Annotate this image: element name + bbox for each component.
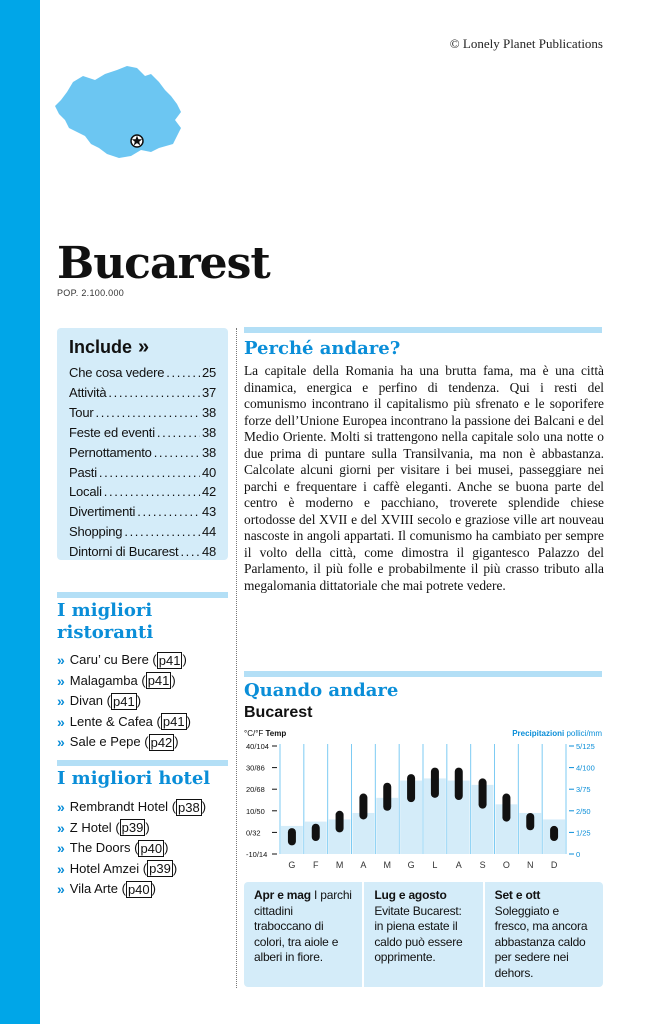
temp-tick-label: 30/86 bbox=[246, 763, 265, 773]
include-item[interactable] bbox=[69, 423, 216, 443]
chevron-right-icon: » bbox=[57, 734, 65, 750]
paren-open: ( bbox=[148, 652, 157, 667]
climate-chart bbox=[244, 726, 604, 874]
include-item[interactable] bbox=[69, 463, 216, 483]
hotels-item[interactable] bbox=[57, 818, 232, 839]
why-text: La capitale della Romania ha una brutta fama, ma è una città dinamica, energica e perfino di tendenza. Qui i resti del comunismo incontrano il capitalismo più sfrenato e le soporifere forze dell’Unione Europea incontrano la passione dei Balcani e del Medio Oriente. Molti si trattengono nella capitale solo una notte o due prima di puntare sulla Transilvania, ma non è abbastanza. Calcolate alcuni giorni per visitare i bei musei, passeggiare nei parchi e frequentare i caffè eleganti. Anche se buona parte del centro è moderno e pacchiano, troverete splendide chiese ortodosse del XVII e del XVIII secolo e graziose ville art nouveau nascoste in angoli appartati. Il comunismo ha cambiato per sempre il volto della città, come dimostra il gigantesco Palazzo del Parlamento, il più folle e probabilmente il più crasso tributo alla megalomania dittatoriale che mai potrete vedere. bbox=[244, 363, 604, 593]
paren-open: ( bbox=[130, 840, 139, 855]
precip-tick-label: 3/75 bbox=[576, 785, 591, 795]
include-item[interactable] bbox=[69, 403, 216, 423]
restaurants-item-name: Caru’ cu Bere bbox=[69, 652, 149, 667]
season-card bbox=[485, 882, 603, 987]
month-label: A bbox=[360, 860, 367, 870]
page-reference-link[interactable]: p39 bbox=[149, 861, 171, 877]
chevron-right-icon: » bbox=[57, 799, 65, 815]
hotels-list bbox=[57, 797, 232, 900]
include-title bbox=[69, 336, 216, 359]
hotels-item-name: Z Hotel bbox=[69, 819, 112, 835]
restaurants-item[interactable] bbox=[57, 671, 232, 692]
paren-close: ) bbox=[186, 713, 191, 729]
leader-dots bbox=[137, 502, 200, 522]
leader-dots bbox=[166, 363, 200, 383]
precip-axis-header bbox=[512, 729, 602, 738]
include-item-page: 42 bbox=[201, 484, 216, 500]
leader-dots bbox=[96, 403, 200, 423]
precip-axis-unit: pollici/mm bbox=[566, 729, 602, 738]
season-card bbox=[364, 882, 482, 987]
population-label: POP. 2.100.000 bbox=[57, 288, 125, 298]
season-card-head: Lug e agosto bbox=[374, 888, 447, 902]
paren-close: ) bbox=[174, 734, 179, 749]
precip-tick-label: 1/25 bbox=[576, 828, 591, 838]
temp-range-bar bbox=[550, 826, 558, 841]
page-reference-link[interactable]: p38 bbox=[178, 799, 200, 815]
hotels-item-name: Hotel Amzei bbox=[69, 860, 140, 876]
precip-axis-title: Precipitazioni bbox=[512, 729, 567, 738]
hotels-item-name: The Doors bbox=[69, 840, 131, 855]
precip-tick-label: 4/100 bbox=[576, 763, 595, 773]
include-item-label: Dintorni di Bucarest bbox=[69, 544, 179, 560]
include-item-page: 40 bbox=[201, 464, 216, 480]
month-label: D bbox=[550, 860, 558, 870]
leader-dots bbox=[108, 383, 200, 403]
temp-tick-label: 10/50 bbox=[246, 806, 265, 816]
paren-open: ( bbox=[139, 860, 148, 876]
hotels-title: I migliori hotel bbox=[57, 768, 211, 789]
page-title: Bucarest bbox=[57, 238, 270, 289]
include-item-label: Divertimenti bbox=[69, 504, 136, 520]
paren-open: ( bbox=[117, 881, 126, 896]
restaurants-item-name: Divan bbox=[69, 693, 104, 708]
season-cards bbox=[244, 882, 603, 987]
month-label: G bbox=[407, 860, 415, 870]
paren-open: ( bbox=[137, 672, 146, 688]
page-reference-link[interactable]: p41 bbox=[162, 714, 185, 730]
temp-tick-label: 20/68 bbox=[246, 785, 265, 795]
restaurants-item-name: Malagamba bbox=[69, 672, 138, 688]
copyright-notice: © Lonely Planet Publications bbox=[449, 36, 603, 51]
sidebar-color-band bbox=[0, 0, 40, 1024]
season-card-head: Set e ott bbox=[494, 888, 541, 902]
include-list bbox=[69, 363, 216, 562]
page-reference-link[interactable]: p41 bbox=[113, 693, 135, 709]
restaurants-item[interactable] bbox=[57, 712, 232, 733]
hotels-divider bbox=[57, 760, 228, 766]
hotels-item[interactable] bbox=[57, 838, 232, 859]
leader-dots bbox=[154, 443, 200, 463]
leader-dots bbox=[180, 542, 199, 562]
include-item-page: 48 bbox=[201, 544, 216, 560]
hotels-item[interactable] bbox=[57, 859, 232, 880]
include-item-label: Che cosa vedere bbox=[69, 365, 165, 380]
include-item-page: 38 bbox=[201, 444, 216, 460]
temp-tick-label: -10/14 bbox=[246, 850, 268, 859]
chevron-right-icon: » bbox=[57, 840, 65, 856]
restaurants-item[interactable] bbox=[57, 650, 232, 671]
page-reference-link[interactable]: p40 bbox=[140, 840, 163, 856]
hotels-item[interactable] bbox=[57, 797, 232, 818]
leader-dots bbox=[157, 423, 200, 443]
page-reference-link[interactable]: p39 bbox=[121, 820, 144, 836]
season-card bbox=[244, 882, 362, 987]
temp-range-bar bbox=[526, 813, 534, 830]
restaurants-item[interactable] bbox=[57, 691, 232, 712]
column-divider bbox=[236, 328, 237, 988]
temp-range-bar bbox=[431, 768, 439, 798]
leader-dots bbox=[104, 482, 200, 502]
page-reference-link[interactable]: p42 bbox=[150, 734, 173, 750]
temp-axis-unit: °C/°F bbox=[244, 729, 266, 738]
paren-close: ) bbox=[201, 799, 207, 814]
temp-range-bar bbox=[383, 783, 391, 811]
paren-close: ) bbox=[136, 693, 142, 708]
restaurants-title: I migliori ristoranti bbox=[57, 600, 154, 643]
include-item[interactable] bbox=[69, 542, 216, 562]
chevron-right-icon: » bbox=[138, 336, 150, 358]
month-label: N bbox=[527, 860, 534, 870]
temp-range-bar bbox=[336, 811, 344, 833]
chevron-right-icon: » bbox=[57, 652, 65, 668]
include-item-label: Shopping bbox=[69, 524, 123, 540]
month-label: M bbox=[335, 860, 344, 870]
why-title: Perché andare? bbox=[244, 338, 401, 359]
temp-tick-label: 40/104 bbox=[246, 742, 269, 751]
include-box bbox=[57, 328, 228, 560]
chevron-right-icon: » bbox=[57, 672, 65, 689]
why-divider bbox=[244, 327, 602, 333]
temp-range-bar bbox=[455, 768, 463, 800]
restaurants-item-name: Lente & Cafea bbox=[69, 713, 153, 729]
restaurants-item[interactable] bbox=[57, 732, 232, 753]
month-label: A bbox=[455, 860, 462, 870]
temp-range-bar bbox=[479, 778, 487, 808]
hotels-item[interactable] bbox=[57, 879, 232, 900]
romania-map-icon bbox=[55, 64, 185, 164]
paren-open: ( bbox=[140, 734, 149, 749]
precip-tick-label: 0 bbox=[576, 850, 581, 859]
when-title: Quando andare bbox=[244, 680, 399, 701]
include-item[interactable] bbox=[69, 482, 216, 502]
chevron-right-icon: » bbox=[57, 713, 65, 730]
include-item-label: Pernottamento bbox=[69, 444, 152, 460]
month-label: S bbox=[479, 860, 486, 870]
include-item-page: 25 bbox=[201, 365, 216, 380]
temp-range-bar bbox=[312, 824, 320, 841]
paren-close: ) bbox=[172, 860, 178, 876]
season-card-text: Soleggiato e fresco, ma ancora abbastanza caldo per sedere nei dehors. bbox=[494, 903, 588, 980]
chevron-right-icon: » bbox=[57, 693, 65, 709]
temp-range-bar bbox=[359, 794, 367, 820]
leader-dots bbox=[99, 463, 200, 483]
include-item-page: 38 bbox=[201, 424, 216, 440]
paren-close: ) bbox=[171, 672, 176, 688]
paren-open: ( bbox=[152, 713, 161, 729]
page-reference-link[interactable]: p41 bbox=[158, 652, 181, 668]
paren-close: ) bbox=[145, 819, 150, 835]
chevron-right-icon: » bbox=[57, 819, 65, 836]
month-label: F bbox=[313, 860, 319, 870]
include-item[interactable] bbox=[69, 383, 216, 403]
temp-range-bar bbox=[502, 794, 510, 822]
when-divider bbox=[244, 671, 602, 677]
month-label: M bbox=[383, 860, 391, 870]
include-item-page: 38 bbox=[201, 404, 216, 420]
restaurants-list bbox=[57, 650, 232, 753]
temp-axis-header bbox=[244, 729, 286, 738]
chevron-right-icon: » bbox=[57, 881, 65, 897]
temp-range-bar bbox=[407, 774, 415, 802]
paren-close: ) bbox=[182, 652, 187, 667]
leader-dots bbox=[124, 522, 200, 542]
include-item-page: 37 bbox=[201, 384, 216, 400]
paren-open: ( bbox=[168, 799, 177, 814]
paren-close: ) bbox=[164, 840, 169, 855]
temp-range-bar bbox=[288, 828, 296, 845]
hotels-item-name: Rembrandt Hotel bbox=[69, 799, 169, 814]
hotels-item-name: Vila Arte bbox=[69, 881, 118, 896]
restaurants-item-name: Sale e Pepe bbox=[69, 734, 141, 749]
include-item[interactable] bbox=[69, 443, 216, 463]
include-item-page: 44 bbox=[201, 524, 216, 540]
include-item-label: Tour bbox=[69, 404, 94, 420]
paren-close: ) bbox=[151, 881, 156, 896]
include-item-label: Pasti bbox=[69, 464, 97, 480]
season-card-head: Apr e mag bbox=[254, 888, 311, 902]
precip-tick-label: 5/125 bbox=[576, 742, 595, 751]
season-card-text: Evitate Bucarest: in piena estate il caldo può essere opprimente. bbox=[374, 903, 463, 964]
temp-tick-label: 0/32 bbox=[246, 828, 261, 838]
paren-open: ( bbox=[103, 693, 111, 708]
chevron-right-icon: » bbox=[57, 860, 65, 877]
precip-tick-label: 2/50 bbox=[576, 806, 591, 816]
include-item-label: Locali bbox=[69, 484, 102, 500]
month-label: G bbox=[288, 860, 296, 870]
season-card-text: I parchi cittadini traboccano di colori, tra aiole e alberi in fiore. bbox=[254, 888, 352, 964]
include-item-page: 43 bbox=[201, 504, 216, 520]
month-label: L bbox=[432, 860, 438, 870]
include-item[interactable] bbox=[69, 502, 216, 522]
month-label: O bbox=[502, 860, 510, 870]
include-item-label: Attività bbox=[69, 384, 107, 400]
when-city: Bucarest bbox=[244, 704, 313, 721]
include-title-text: Include bbox=[69, 337, 133, 357]
page-reference-link[interactable]: p40 bbox=[127, 881, 150, 897]
page-reference-link[interactable]: p41 bbox=[147, 673, 170, 689]
restaurants-divider bbox=[57, 592, 228, 598]
include-item-label: Feste ed eventi bbox=[69, 424, 155, 440]
temp-axis-title: Temp bbox=[265, 729, 287, 738]
paren-open: ( bbox=[111, 819, 120, 835]
include-item[interactable] bbox=[69, 363, 216, 383]
include-item[interactable] bbox=[69, 522, 216, 542]
